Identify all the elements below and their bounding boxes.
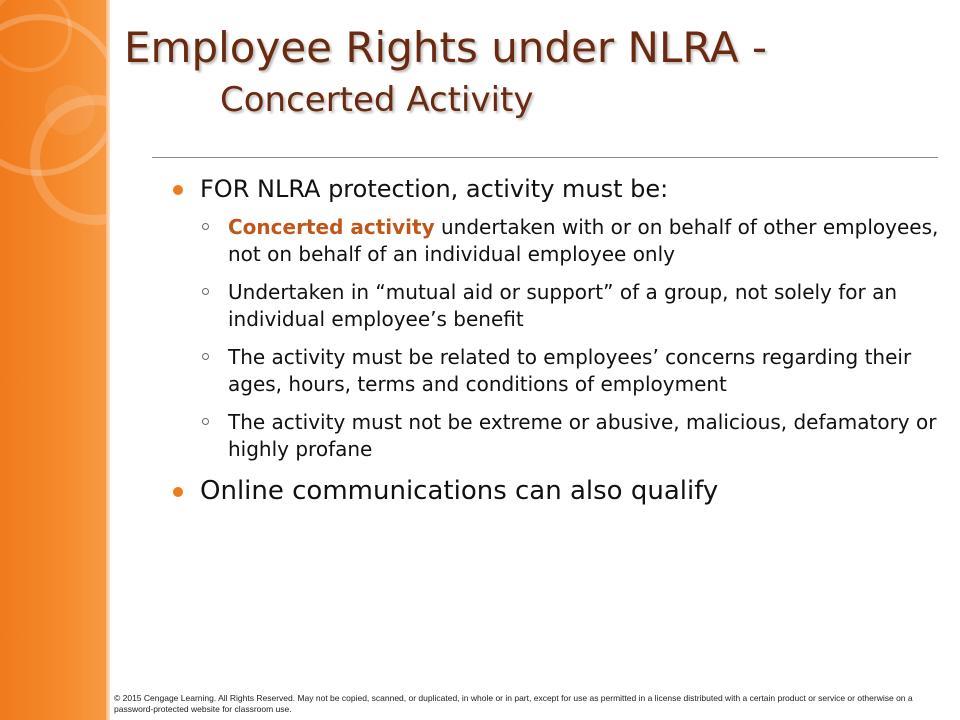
bullet-dot-icon: [173, 487, 183, 497]
sub-bullet-ring-icon: [202, 353, 209, 360]
title-line-1: Employee Rights under NLRA -: [124, 23, 768, 72]
title-line-2: Concerted Activity: [220, 80, 534, 120]
bullet-text: Online communications can also qualify: [200, 476, 719, 506]
bullet-item: [170, 474, 940, 508]
bullet-dot-icon: [173, 185, 183, 195]
decorative-sidebar: [0, 0, 106, 720]
decorative-circles-graphic: [0, 0, 106, 720]
sub-bullet-ring-icon: [202, 288, 209, 295]
slide-title: [124, 20, 944, 124]
sidebar-edge: [106, 0, 110, 720]
sub-bullet-text: The activity must not be extreme or abusive, malicious, defamatory or highly profane: [228, 410, 937, 461]
sub-bullet-item: [170, 214, 940, 268]
slide-content: [170, 172, 940, 508]
bullet-item: [170, 172, 940, 206]
sub-bullet-text: The activity must be related to employees’ concerns regarding their ages, hours, terms and conditions of employment: [228, 345, 912, 396]
sub-bullet-item: [170, 279, 940, 333]
bullet-text: FOR NLRA protection, activity must be:: [200, 175, 669, 203]
sub-bullet-text: Undertaken in “mutual aid or support” of a group, not solely for an individual employee’s benefit: [228, 280, 898, 331]
sub-bullet-ring-icon: [202, 418, 209, 425]
copyright-footer: © 2015 Cengage Learning. All Rights Reserved. May not be copied, scanned, or duplicated, in whole or in part, except for use as permitted in a license distributed with a certain product or service or otherwise on a password-protected website for classroom use.: [114, 693, 913, 714]
sub-bullet-item: [170, 344, 940, 398]
highlight-term: Concerted activity: [228, 215, 435, 239]
title-divider: [152, 157, 938, 158]
sub-bullet-text: undertaken with or on behalf of other employees, not on behalf of an individual employee only: [228, 215, 939, 266]
sub-bullet-ring-icon: [202, 223, 209, 230]
sub-bullet-list: [170, 214, 940, 463]
sub-bullet-item: [170, 409, 940, 463]
